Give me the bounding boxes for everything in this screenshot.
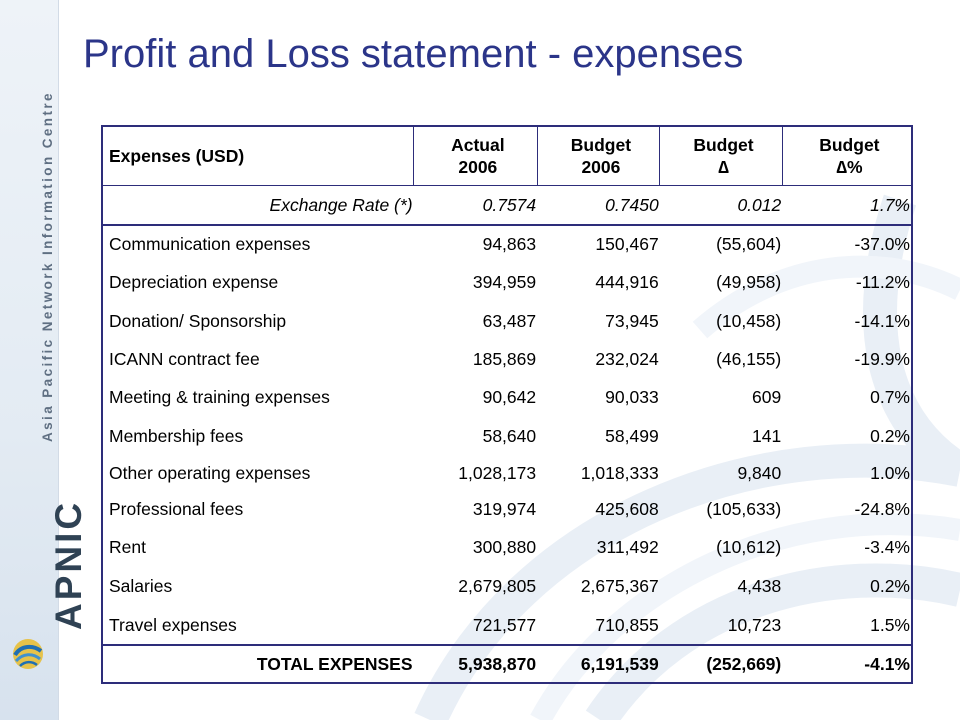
header-row bbox=[102, 126, 912, 186]
row-actual: 185,869 bbox=[472, 348, 537, 369]
row-name: Rent bbox=[109, 537, 146, 557]
row-delta: (10,612) bbox=[716, 537, 782, 557]
row-delta-pct: -19.9% bbox=[854, 348, 910, 369]
row-delta-pct: 1.0% bbox=[870, 463, 910, 483]
row-budget: 58,499 bbox=[605, 426, 659, 446]
row-budget: 425,608 bbox=[595, 499, 659, 519]
table-row bbox=[102, 225, 912, 263]
total-actual: 5,938,870 bbox=[414, 645, 538, 683]
row-delta: 609 bbox=[752, 387, 782, 407]
row-delta: 10,723 bbox=[727, 614, 782, 635]
row-name: ICANN contract fee bbox=[109, 348, 260, 369]
row-budget: 73,945 bbox=[605, 310, 659, 331]
side-tagline: Asia Pacific Network Information Centre bbox=[40, 91, 55, 442]
total-delta: (252,669) bbox=[660, 645, 783, 683]
table-row bbox=[102, 378, 912, 417]
table-row bbox=[102, 340, 912, 378]
row-delta-pct: 0.2% bbox=[870, 426, 910, 446]
exchange-rate-delta: 0.012 bbox=[660, 186, 783, 226]
row-name: Professional fees bbox=[109, 499, 244, 519]
row-name: Meeting & training expenses bbox=[109, 387, 330, 407]
row-delta: (49,958) bbox=[716, 272, 782, 292]
row-budget: 2,675,367 bbox=[580, 576, 659, 596]
row-actual: 63,487 bbox=[482, 310, 537, 331]
header-budget-delta-pct: Budget ∆% bbox=[782, 126, 912, 186]
header-actual-2006: Actual 2006 bbox=[414, 126, 538, 186]
row-name: Travel expenses bbox=[109, 614, 237, 635]
row-name: Donation/ Sponsorship bbox=[109, 310, 287, 331]
table-row bbox=[102, 263, 912, 302]
row-actual: 319,974 bbox=[472, 499, 537, 519]
row-budget: 710,855 bbox=[595, 614, 659, 635]
header-budget-2006: Budget 2006 bbox=[537, 126, 660, 186]
row-actual: 2,679,805 bbox=[458, 576, 537, 596]
row-name: Salaries bbox=[109, 576, 173, 596]
exchange-rate-budget: 0.7450 bbox=[537, 186, 660, 226]
apnic-globe-icon bbox=[11, 637, 45, 671]
brand-logotype: APNIC bbox=[48, 499, 89, 630]
exchange-rate-row bbox=[102, 186, 912, 226]
row-actual: 394,959 bbox=[472, 272, 537, 292]
header-budget-delta: Budget ∆ bbox=[660, 126, 783, 186]
table-row bbox=[102, 606, 912, 645]
row-delta-pct: -14.1% bbox=[854, 310, 910, 331]
row-delta-pct: -24.8% bbox=[854, 499, 910, 519]
table-row bbox=[102, 417, 912, 456]
side-bar bbox=[0, 0, 89, 720]
table-row bbox=[102, 302, 912, 340]
row-actual: 58,640 bbox=[482, 426, 537, 446]
slide-title: Profit and Loss statement - expenses bbox=[83, 32, 744, 76]
row-name: Communication expenses bbox=[109, 234, 311, 254]
row-delta: 4,438 bbox=[737, 576, 782, 596]
total-row bbox=[102, 645, 912, 683]
row-delta: (105,633) bbox=[706, 499, 782, 519]
header-expenses: Expenses (USD) bbox=[102, 126, 414, 186]
row-delta: 141 bbox=[752, 426, 782, 446]
row-budget: 150,467 bbox=[595, 234, 659, 254]
row-name: Depreciation expense bbox=[109, 272, 279, 292]
exchange-rate-actual: 0.7574 bbox=[414, 186, 538, 226]
row-actual: 1,028,173 bbox=[458, 463, 537, 483]
total-label: TOTAL EXPENSES bbox=[102, 645, 414, 683]
row-delta: 9,840 bbox=[737, 463, 782, 483]
table-row bbox=[102, 528, 912, 567]
row-actual: 300,880 bbox=[472, 537, 537, 557]
row-name: Membership fees bbox=[109, 426, 244, 446]
row-actual: 94,863 bbox=[482, 234, 537, 254]
row-delta: (55,604) bbox=[716, 234, 782, 254]
row-budget: 311,492 bbox=[596, 537, 659, 557]
expenses-table bbox=[101, 125, 913, 684]
row-delta-pct: 0.7% bbox=[870, 387, 910, 407]
row-name: Other operating expenses bbox=[109, 463, 311, 483]
row-delta-pct: 1.5% bbox=[870, 614, 910, 635]
row-budget: 444,916 bbox=[595, 272, 659, 292]
row-budget: 1,018,333 bbox=[580, 463, 659, 483]
row-actual: 90,642 bbox=[482, 387, 537, 407]
row-budget: 90,033 bbox=[605, 387, 659, 407]
total-delta-pct: -4.1% bbox=[782, 645, 912, 683]
row-delta: (46,155) bbox=[716, 348, 782, 369]
row-delta-pct: -11.2% bbox=[855, 272, 910, 292]
row-delta: (10,458) bbox=[716, 310, 782, 331]
row-actual: 721,577 bbox=[472, 614, 537, 635]
row-delta-pct: -3.4% bbox=[864, 537, 910, 557]
exchange-rate-delta-pct: 1.7% bbox=[782, 186, 912, 226]
table-row bbox=[102, 456, 912, 491]
row-delta-pct: -37.0% bbox=[854, 234, 910, 254]
table-row bbox=[102, 567, 912, 606]
row-budget: 232,024 bbox=[595, 348, 659, 369]
row-delta-pct: 0.2% bbox=[870, 576, 910, 596]
table-row bbox=[102, 491, 912, 528]
total-budget: 6,191,539 bbox=[537, 645, 660, 683]
exchange-rate-label: Exchange Rate (*) bbox=[102, 186, 414, 226]
